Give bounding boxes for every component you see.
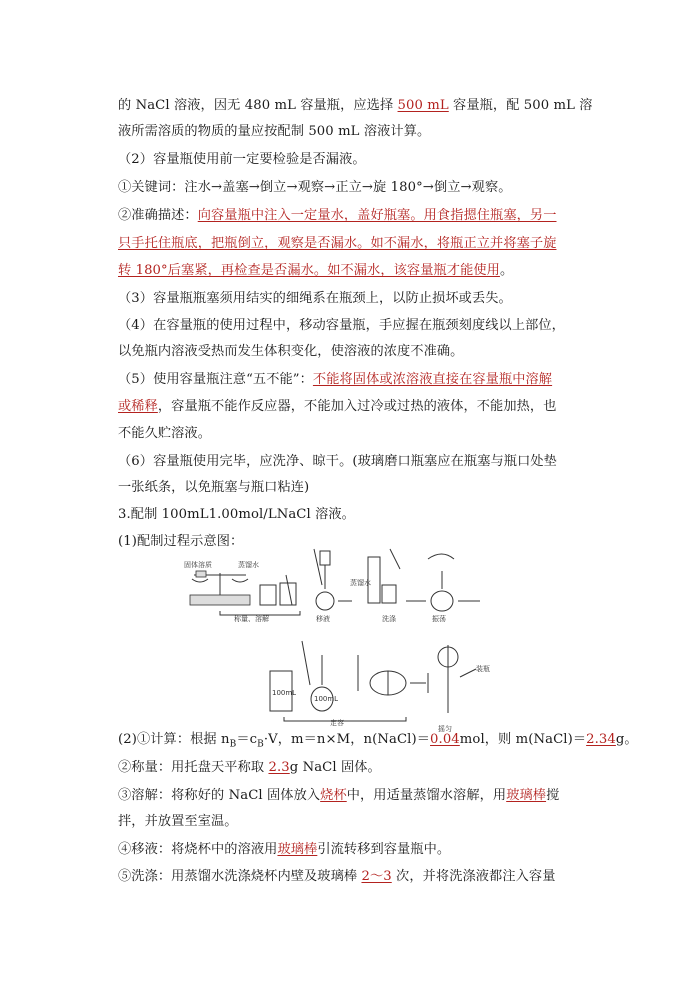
svg-text:洗涤: 洗涤 bbox=[382, 615, 396, 623]
dropper-icon bbox=[302, 641, 338, 711]
answer-blank: 只手托住瓶底，把瓶倒立，观察是否漏水。如不漏水，将瓶正立并将塞子旋 bbox=[118, 236, 557, 251]
text-line: 以免瓶内溶液受热而发生体积变化，使溶液的浓度不准确。 bbox=[118, 344, 464, 359]
text-line: ①关键词：注水→盖塞→倒立→观察→正立→旋 180°→倒立→观察。 bbox=[118, 180, 512, 195]
answer-blank: 转 180°后塞紧，再检查是否漏水。如不漏水，该容量瓶才能使用 bbox=[118, 263, 500, 278]
text-line: 3.配制 100mL1.00mol/LNaCl 溶液。 bbox=[118, 507, 355, 522]
text-line: 一张纸条，以免瓶塞与瓶口粘连) bbox=[118, 480, 310, 495]
invert-flask-icon bbox=[438, 645, 490, 733]
text-line: ⑤洗涤：用蒸馏水洗涤烧杯内壁及玻璃棒 2～3 次，并将洗涤液都注入容量 bbox=[118, 869, 556, 884]
text-line: 液所需溶质的物质的量应按配制 500 mL 溶液计算。 bbox=[118, 124, 431, 139]
text-line: （5）使用容量瓶注意“五不能”：不能将固体或浓溶液直接在容量瓶中溶解 bbox=[118, 372, 553, 387]
answer-blank: 不能将固体或浓溶液直接在容量瓶中溶解 bbox=[312, 372, 553, 387]
text-line: ④移液：将烧杯中的溶液用玻璃棒引流转移到容量瓶中。 bbox=[118, 842, 451, 857]
weigh-dissolve-caption: 称量、溶解 bbox=[234, 615, 269, 623]
svg-text:蒸馏水: 蒸馏水 bbox=[238, 561, 259, 569]
answer-blank: 烧杯 bbox=[320, 788, 347, 803]
text-line: 不能久贮溶液。 bbox=[118, 426, 212, 441]
text-line: 的 NaCl 溶液，因无 480 mL 容量瓶，应选择 500 mL 容量瓶，配 500 mL 溶 bbox=[118, 98, 593, 113]
text-line: （4）在容量瓶的使用过程中，移动容量瓶，手应握在瓶颈刻度线以上部位， bbox=[118, 318, 565, 333]
shaking-flask-icon bbox=[428, 554, 454, 623]
reagent-bottle-icon bbox=[270, 671, 296, 711]
svg-text:固体溶质: 固体溶质 bbox=[184, 561, 212, 569]
svg-text:100mL: 100mL bbox=[314, 695, 339, 703]
preparation-process-diagram bbox=[180, 545, 515, 745]
answer-blank: 或稀释 bbox=[118, 399, 158, 414]
answer-blank: 500 mL bbox=[397, 98, 449, 113]
svg-text:振荡: 振荡 bbox=[432, 615, 446, 623]
answer-blank: 玻璃棒 bbox=[277, 842, 318, 857]
fill-to-mark-icon bbox=[358, 655, 428, 695]
answer-blank: 玻璃棒 bbox=[506, 788, 547, 803]
text-line: （6）容量瓶使用完毕，应洗净、晾干。(玻璃磨口瓶塞应在瓶塞与瓶口处垫 bbox=[118, 454, 557, 469]
fix-volume-caption: 定容 bbox=[330, 719, 344, 727]
svg-text:100mL: 100mL bbox=[272, 689, 297, 697]
wash-bottle-icon bbox=[350, 549, 400, 623]
text-line: （3）容量瓶瓶塞须用结实的细绳系在瓶颈上，以防止损坏或丢失。 bbox=[118, 291, 512, 306]
text-line: ②称量：用托盘天平称取 2.3g NaCl 固体。 bbox=[118, 760, 381, 775]
answer-blank: 向容量瓶中注入一定量水，盖好瓶塞。用食指摁住瓶塞，另一 bbox=[197, 208, 557, 223]
answer-blank: 0.04 bbox=[430, 732, 460, 747]
answer-blank: 2.34 bbox=[586, 732, 616, 747]
text-line: (1)配制过程示意图： bbox=[118, 534, 244, 549]
text-line bbox=[118, 234, 588, 254]
text-line: ②准确描述：向容量瓶中注入一定量水，盖好瓶塞。用食指摁住瓶塞，另一 bbox=[118, 208, 557, 223]
text-line: (2)①计算：根据 $n_B=c_B\cdot V$，m＝n×M，n(NaCl)＝0.04mol，则 m(NaCl)＝2.34g。 bbox=[118, 732, 638, 750]
svg-text:蒸馏水: 蒸馏水 bbox=[350, 579, 371, 587]
svg-text:摇匀: 摇匀 bbox=[438, 725, 452, 733]
text-line: （2）容量瓶使用前一定要检验是否漏液。 bbox=[118, 152, 366, 167]
volumetric-flask-icon bbox=[314, 549, 334, 623]
text-line: ③溶解：将称好的 NaCl 固体放入烧杯中，用适量蒸馏水溶解，用玻璃棒搅 bbox=[118, 788, 560, 803]
svg-text:移液: 移液 bbox=[316, 615, 330, 623]
answer-blank: 2.3 bbox=[268, 760, 290, 775]
answer-blank: 2～3 bbox=[361, 869, 392, 884]
svg-text:装瓶: 装瓶 bbox=[476, 665, 490, 673]
text-line: 转 180°后塞紧，再检查是否漏水。如不漏水，该容量瓶才能使用。 bbox=[118, 263, 514, 278]
text-line: 或稀释，容量瓶不能作反应器，不能加入过冷或过热的液体，不能加热，也 bbox=[118, 399, 557, 414]
text-line: 拌，并放置至室温。 bbox=[118, 814, 238, 829]
